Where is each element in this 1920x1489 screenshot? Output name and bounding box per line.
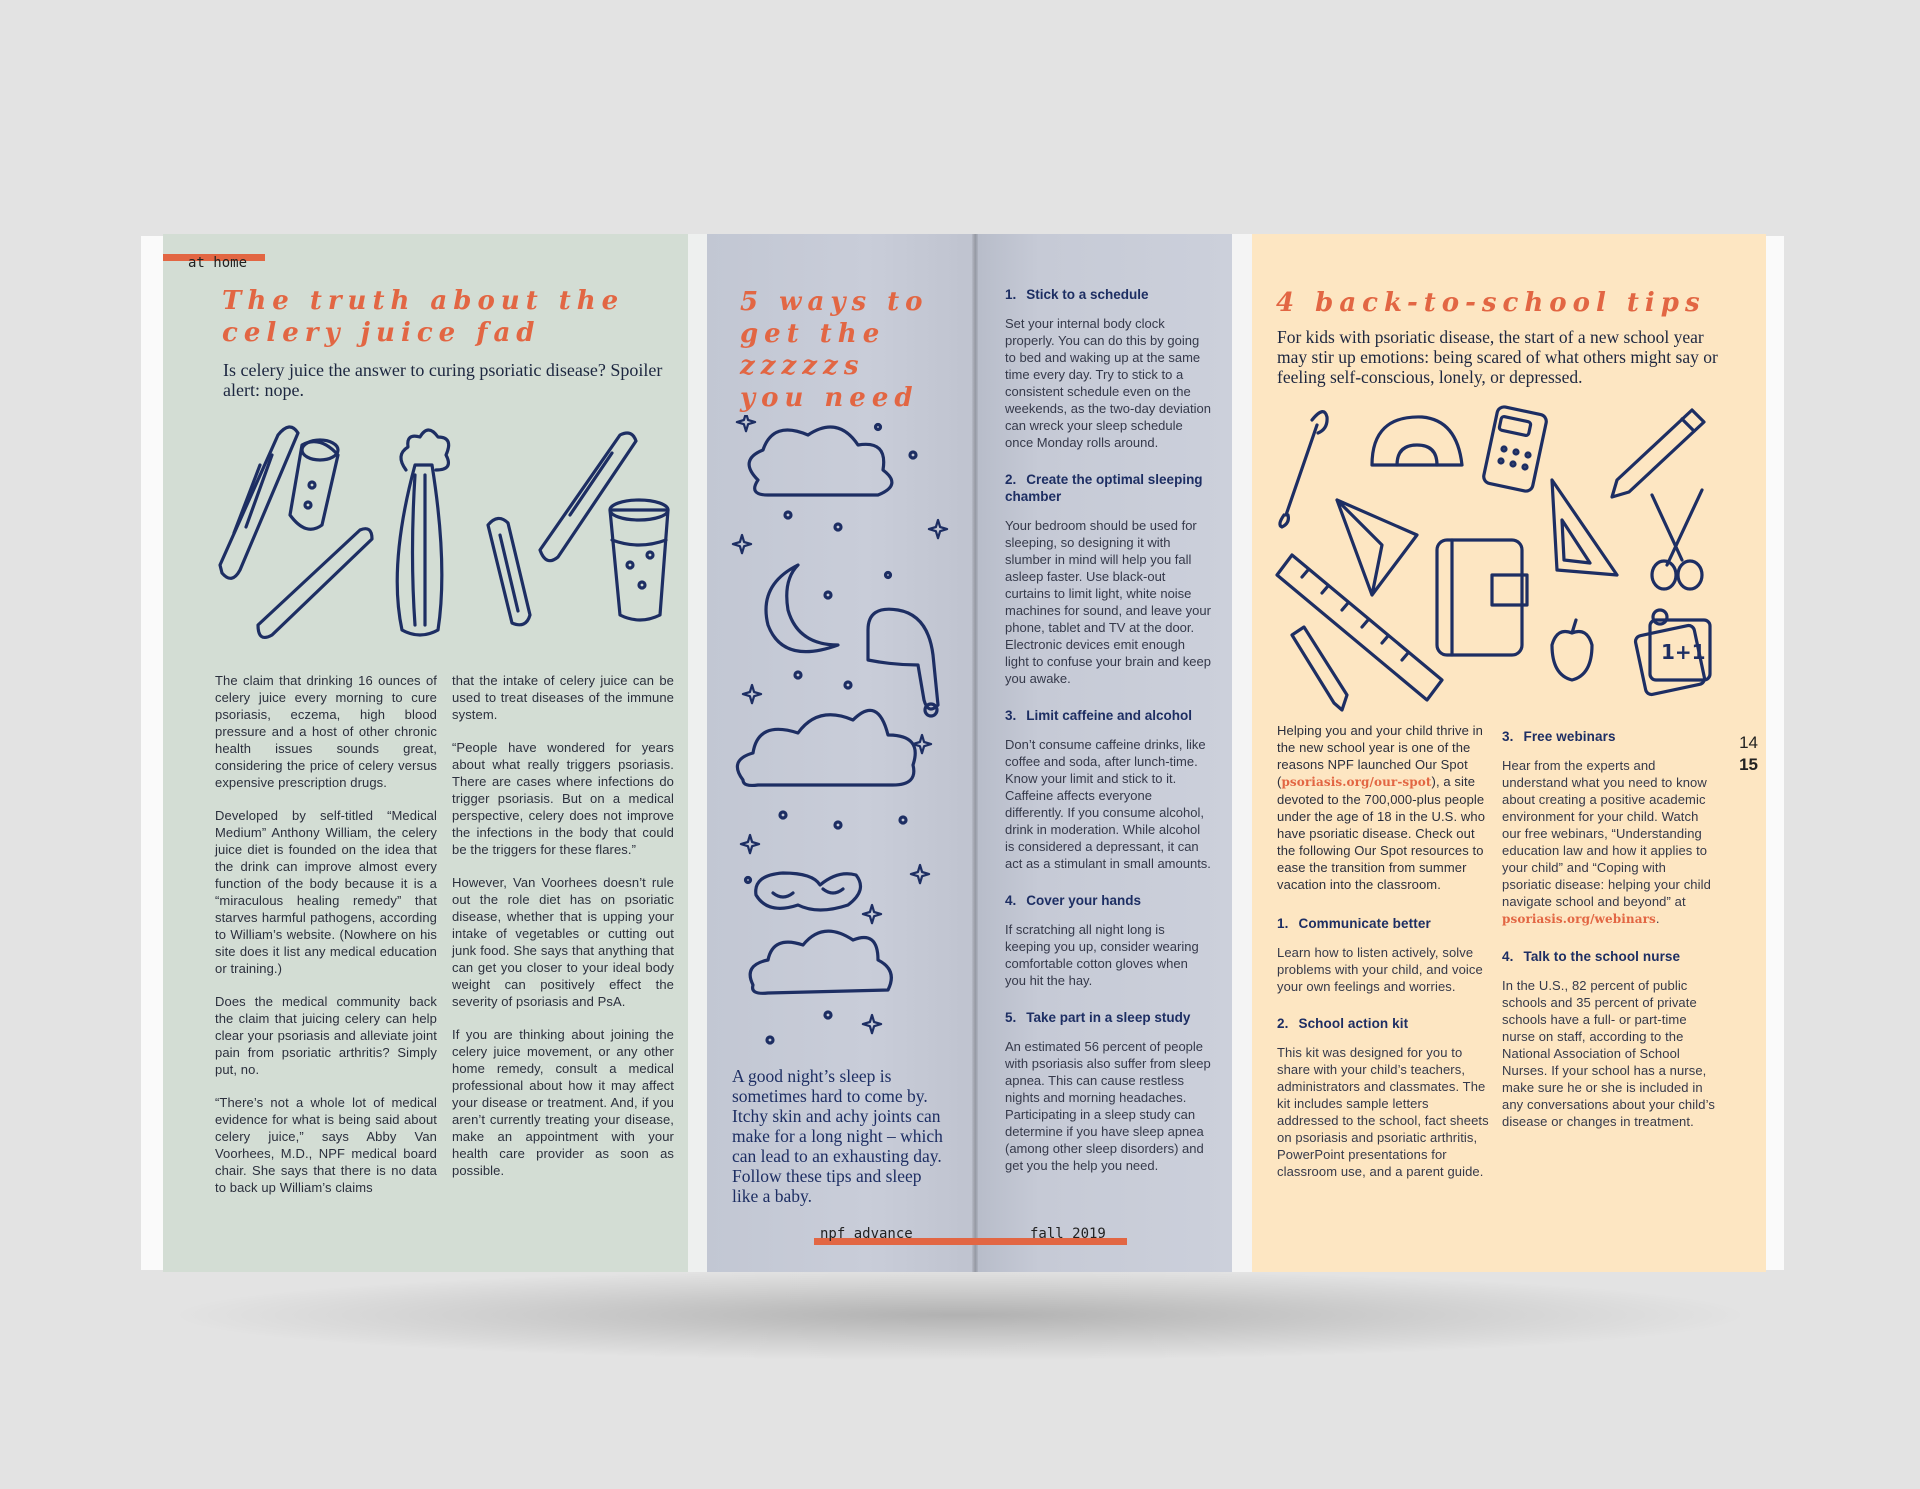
tip-body: Learn how to listen actively, solve problems with your child, and voice your own feelings and worries.	[1277, 945, 1483, 994]
crescent-moon-icon	[766, 565, 838, 652]
scissors-icon	[1652, 490, 1702, 589]
tip-title: Communicate better	[1298, 916, 1431, 931]
tip-title: Stick to a schedule	[1026, 287, 1149, 302]
magazine-shadow	[180, 1270, 1740, 1360]
tip-body: An estimated 56 percent of people with psoriasis also suffer from sleep apnea. This can cause restless nights and morning headaches. Participating in a sleep study can determine if you have sleep apnea (among other sleep disorders) and get you the help you need.	[1005, 1039, 1211, 1173]
apple-icon	[1552, 620, 1592, 680]
tip-body: If scratching all night long is keeping you up, consider wearing comfortable cotton gloves when you hit the hay.	[1005, 922, 1199, 988]
svg-text:1+1: 1+1	[1661, 640, 1706, 664]
sleep-pullquote: A good night’s sleep is sometimes hard to come by. Itchy skin and achy joints can make for a long night – which can lead to an exhausting day. Follow these tips and sleep like a baby.	[732, 1066, 943, 1206]
celery-title-line1: The truth about the	[222, 286, 625, 316]
tip-title: Talk to the school nurse	[1523, 949, 1681, 964]
tip-body: Your bedroom should be used for sleeping, so designing it with slumber in mind will help you fall asleep faster. Use black-out curtains to limit light, white noise machines for sound, and leave your phone, tablet and TV at the door. Electronic devices emit enough light to confuse your brain and keep you awake.	[1005, 518, 1211, 686]
tip-body: Set your internal body clock properly. You can do this by going to bed and waking up at the same time every day. Try to stick to a consistent schedule even on the weekends, as the two-day deviation can wreck your sleep schedule once Monday rolls around.	[1005, 316, 1211, 450]
tip-number: 5.	[1005, 1010, 1017, 1025]
sleep-title-line: 5 ways to	[740, 287, 929, 317]
sleep-tips-list	[1005, 286, 1212, 1194]
tip-title: Take part in a sleep study	[1026, 1010, 1191, 1025]
celery-column-1	[215, 672, 437, 1212]
celery-stick-icon	[220, 427, 298, 578]
school-column-2	[1502, 728, 1715, 1150]
school-intro	[1277, 722, 1490, 1200]
sleep-illustration	[728, 415, 958, 1055]
tip-number: 4.	[1502, 949, 1514, 964]
celery-paragraph: However, Van Voorhees doesn’t rule out the role diet has on psoriatic disease, whether that is upping your intake of vegetables or cutting out junk food. She says that anything that can get you closer to your ideal body weight can positively effect the severity of psoriasis and PsA.	[452, 875, 674, 1009]
paintbrush-icon	[1280, 412, 1327, 527]
tip-number: 2.	[1277, 1016, 1289, 1031]
celery-stick-icon-3	[488, 518, 530, 624]
stars-icon	[733, 415, 947, 1043]
tip-text: .	[1655, 911, 1660, 926]
page-divider-right	[1230, 234, 1254, 1272]
crayon-icon	[1292, 627, 1347, 710]
sleep-title-line: get the	[740, 319, 886, 349]
footer-magazine-name: npf advance	[820, 1226, 913, 1242]
intro-text: ), a site devoted to the 700,000-plus people under the age of 18 in the U.S. who have psoriatic disease. Check out the following Our Spot resources to ease the transition from summer vacation into the classroom.	[1277, 774, 1486, 892]
celery-stalk-leaves-icon	[397, 430, 448, 635]
tip-number: 1.	[1005, 287, 1017, 302]
paper-plane-icon	[1337, 500, 1417, 595]
celery-paragraph: Does the medical community back the claim that juicing celery can help clear your psoriasis and alleviate joint pain from psoriatic arthritis? Simply put, no.	[215, 994, 437, 1077]
celery-subtitle: Is celery juice the answer to curing psoriatic disease? Spoiler alert: nope.	[223, 360, 663, 400]
sleep-tip	[1005, 707, 1212, 872]
tip-number: 3.	[1005, 708, 1017, 723]
celery-title-line2: celery juice fad	[222, 318, 541, 348]
sleep-title	[740, 286, 960, 414]
tip-body	[1502, 757, 1715, 928]
school-tip	[1502, 728, 1715, 928]
school-supplies-illustration	[1272, 405, 1742, 715]
sleep-tip	[1005, 892, 1212, 989]
tip-number: 4.	[1005, 893, 1017, 908]
sleep-cap-icon	[868, 609, 938, 716]
tip-body: In the U.S., 82 percent of public schools and 35 percent of private schools have a full- or part-time nurse on staff, according to the National Association of School Nurses. If your school has a nurse, make sure he or she is included in any conversations about your child’s disease or changes in treatment.	[1502, 978, 1715, 1129]
tip-title: Free webinars	[1523, 729, 1616, 744]
flash-cards-icon	[1634, 610, 1710, 696]
tip-number: 1.	[1277, 916, 1289, 931]
triangle-ruler-icon	[1552, 480, 1617, 575]
celery-paragraph: If you are thinking about joining the celery juice movement, or any other home remedy, consult a medical professional about how it may affect your disease or treatment. And, if you aren’t currently treating your disease, make an appointment with your health care provider as soon as possible.	[452, 1027, 674, 1178]
celery-column-2	[452, 672, 674, 1195]
page-edge-left	[141, 236, 165, 1270]
sleep-tip	[1005, 286, 1212, 451]
section-label: at home	[188, 255, 248, 271]
tip-title: Cover your hands	[1026, 893, 1142, 908]
juice-glass-tipped-icon	[290, 440, 338, 529]
our-spot-link[interactable]: psoriasis.org/our-spot	[1281, 775, 1432, 789]
footer-issue-date: fall 2019	[1030, 1226, 1106, 1242]
tip-title: Create the optimal sleeping chamber	[1005, 472, 1203, 504]
school-subtitle: For kids with psoriatic disease, the start of a new school year may stir up emotions: being scared of what others might say or feeling self-conscious, lonely, or depressed.	[1277, 327, 1718, 387]
cloud-icon	[749, 427, 892, 495]
sleep-title-line: you need	[740, 383, 919, 413]
sleep-mask-icon	[756, 873, 861, 910]
celery-illustration	[210, 415, 680, 645]
webinars-link[interactable]: psoriasis.org/webinars	[1502, 912, 1656, 926]
tip-body: Don’t consume caffeine drinks, like coffee and soda, after lunch-time. Know your limit and stick to it. Caffeine affects everyone differently. If you consume alcohol, drink in moderation. While alcohol is considered a depressant, it can act as a stimulant in small amounts.	[1005, 737, 1211, 871]
intro-text: Helping you and your child thrive in the new school year is one of the reasons NPF launched Our Spot (	[1277, 723, 1483, 789]
tip-number: 3.	[1502, 729, 1514, 744]
juice-glass-icon	[610, 500, 668, 620]
celery-paragraph: The claim that drinking 16 ounces of celery juice every morning to cure psoriasis, eczema, high blood pressure and a host of other chronic health issues sounds great, considering the price of celery versus expensive prescription drugs.	[215, 673, 437, 790]
celery-paragraph: that the intake of celery juice can be used to treat diseases of the immune system.	[452, 673, 674, 722]
celery-stick-icon-2	[258, 529, 372, 638]
pencil-icon	[1612, 410, 1704, 497]
cloud-icon-2	[737, 710, 915, 785]
school-tip	[1502, 948, 1715, 1130]
school-intro-paragraph	[1277, 722, 1490, 893]
sleep-title-line: zzzzzs	[740, 351, 865, 381]
celery-paragraph: Developed by self-titled “Medical Medium” Anthony William, the celery juice diet is founded on the idea that the drink can improve almost every function of the body because it is a “miraculous healing remedy” that starves harmful pathogens, according to William’s website. (Nowhere on his site does it list any medical education or training.)	[215, 808, 437, 976]
protractor-icon	[1372, 417, 1462, 465]
page-number-right: 15	[1739, 755, 1758, 774]
tip-body: This kit was designed for you to share with your child’s teachers, administrators and classmates. The kit includes sample letters addressed to the school, fact sheets on psoriasis and psoriatic arthritis, PowerPoint presentations for classroom use, and a parent guide.	[1277, 1045, 1489, 1179]
celery-paragraph: “There’s not a whole lot of medical evidence for what is being said about celery juice,” says Abby Van Voorhees, M.D., NPF medical board chair. She says that there is no data to back up William’s claims	[215, 1095, 437, 1195]
sleep-tip	[1005, 471, 1212, 687]
tip-text: Hear from the experts and understand what you need to know about creating a positive academic environment for your child. Watch our free webinars, “Understanding education law and how it applies to your child” and “Coping with psoriatic disease: helping your child navigate school and beyond” at	[1502, 758, 1711, 909]
school-tip	[1277, 915, 1490, 995]
page-divider-left	[686, 234, 708, 1272]
school-title: 4 back-to-school tips	[1276, 288, 1706, 318]
page-numbers	[1734, 732, 1758, 776]
tip-title: School action kit	[1298, 1016, 1409, 1031]
calculator-icon	[1482, 406, 1547, 493]
notebook-icon	[1437, 540, 1527, 655]
school-tip	[1277, 1015, 1490, 1180]
celery-title	[222, 285, 662, 349]
spine-gutter	[972, 234, 978, 1272]
tip-number: 2.	[1005, 472, 1017, 487]
celery-paragraph: “People have wondered for years about what really triggers psoriasis. There are cases where infections do trigger psoriasis. But on a medical perspective, celery does not improve the infections in the body that could be the triggers for these flares.”	[452, 740, 674, 857]
page-number-left: 14	[1739, 733, 1758, 752]
cloud-icon-3	[750, 931, 891, 993]
tip-title: Limit caffeine and alcohol	[1026, 708, 1193, 723]
sleep-tip	[1005, 1009, 1212, 1174]
